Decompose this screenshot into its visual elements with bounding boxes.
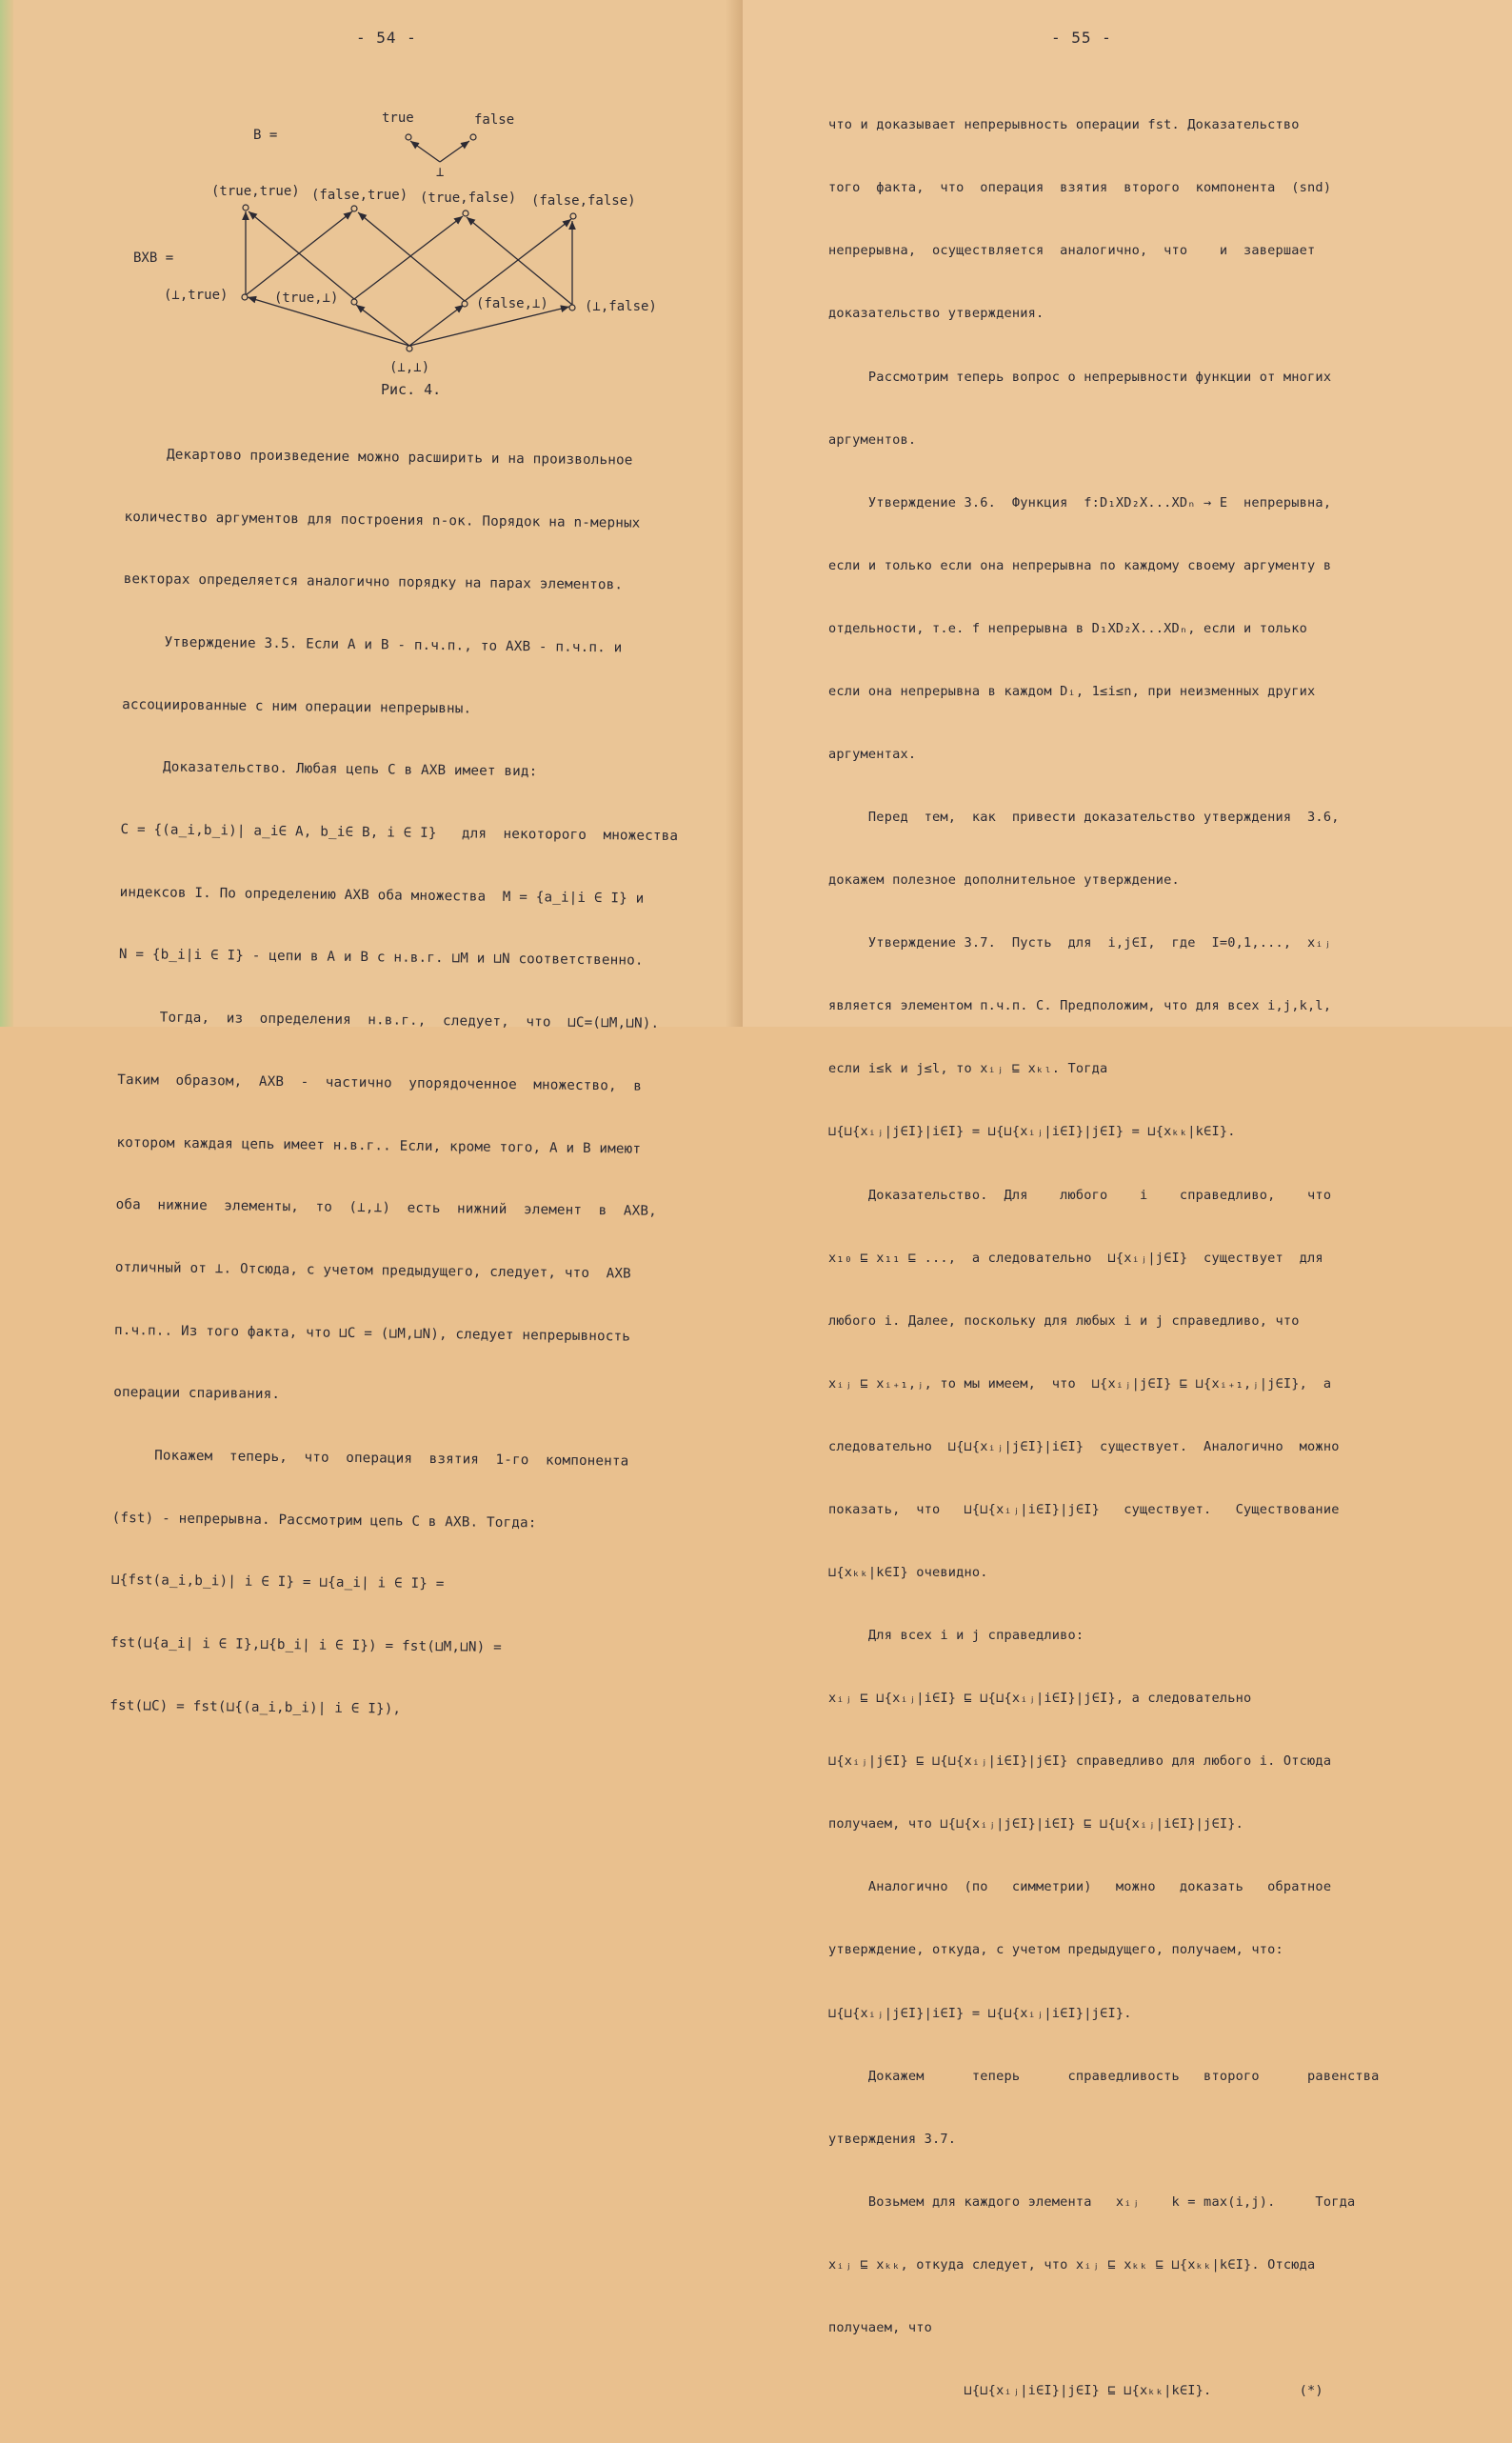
text-line: N = {b_i|i ∈ I} - цепи в A и B с н.в.г. ⊔M и ⊔N соответственно.: [118, 947, 644, 970]
text-line: Перед тем, как привести доказательство утверждения 3.6,: [828, 810, 1340, 826]
node-true-bot: [351, 299, 357, 305]
node-bot-bot: [407, 346, 412, 351]
figure-caption: Рис. 4.: [381, 381, 442, 398]
text-line: xᵢⱼ ⊑ xᵢ₊₁,ⱼ, то мы имеем, что ⊔{xᵢⱼ|j∈I} ⊑ ⊔{xᵢ₊₁,ⱼ|j∈I}, а: [828, 1375, 1332, 1392]
node-true-true: [243, 205, 249, 210]
text-line: Возьмем для каждого элемента xᵢⱼ k = max(i,j). Тогда: [828, 2193, 1356, 2210]
text-line: ⊔{xᵢⱼ|j∈I} ⊑ ⊔{⊔{xᵢⱼ|i∈I}|j∈I} справедливо для любого i. Отсюда: [828, 1753, 1332, 1770]
text-line: xᵢⱼ ⊑ xₖₖ, откуда следует, что xᵢⱼ ⊑ xₖₖ ⊑ ⊔{xₖₖ|k∈I}. Отсюда: [828, 2256, 1316, 2273]
edge-bb-bfalse: [409, 307, 569, 346]
text-line: если она непрерывна в каждом Dᵢ, 1≤i≤n, при неизменных других: [828, 683, 1316, 699]
text-line: отдельности, т.е. f непрерывна в D₁XD₂X...XDₙ, если и только: [828, 620, 1308, 636]
text-line: ⊔{⊔{xᵢⱼ|i∈I}|j∈I} ⊑ ⊔{xₖₖ|k∈I}. (*): [828, 2383, 1323, 2398]
text-line: Доказательство. Для любого i справедливо, что: [828, 1187, 1332, 1203]
text-line: ⊔{⊔{xᵢⱼ|j∈I}|i∈I} = ⊔{⊔{xᵢⱼ|i∈I}|j∈I}.: [828, 2005, 1132, 2021]
text-line: векторах определяется аналогично порядку на парах элементов.: [123, 571, 624, 593]
label-pair-true-false: (true,false): [420, 190, 517, 206]
edge-falseb-ft: [358, 212, 465, 301]
text-line: xᵢⱼ ⊑ ⊔{xᵢⱼ|i∈I} ⊑ ⊔{⊔{xᵢⱼ|i∈I}|j∈I}, а следовательно: [828, 1691, 1252, 1707]
text-line: котором каждая цепь имеет н.в.г.. Если, кроме того, A и B имеют: [116, 1134, 642, 1157]
edge-bb-trueb: [356, 305, 409, 346]
text-line: Покажем теперь, что операция взятия 1-го компонента: [112, 1447, 629, 1470]
text-line: п.ч.п.. Из того факта, что ⊔C = (⊔M,⊔N), следует непрерывность: [114, 1322, 631, 1345]
text-line: x₁₀ ⊑ x₁₁ ⊑ ..., а следовательно ⊔{xᵢⱼ|j∈I} существует для: [828, 1250, 1323, 1266]
text-line: Таким образом, AXB - частично упорядоченное множество, в: [117, 1071, 643, 1094]
b-label: B =: [253, 128, 278, 143]
text-line: утверждение, откуда, с учетом предыдущего, получаем, что:: [828, 1942, 1283, 1958]
text-line: индексов I. По определению AXB оба множества M = {a_i|i ∈ I} и: [119, 884, 645, 907]
text-line: ⊔{xₖₖ|k∈I} очевидно.: [828, 1564, 988, 1580]
node-false: [470, 134, 476, 140]
text-line: Докажем теперь справедливость второго равенства: [828, 2068, 1380, 2084]
text-line: получаем, что ⊔{⊔{xᵢⱼ|j∈I}|i∈I} ⊑ ⊔{⊔{xᵢⱼ|i∈I}|j∈I}.: [828, 1816, 1243, 1832]
text-line: fst(⊔C) = fst(⊔{(a_i,b_i)| i ∈ I}),: [109, 1697, 402, 1717]
text-line: Декартово произведение можно расширить и на произвольное: [125, 446, 633, 469]
text-line: любого i. Далее, поскольку для любых i и j справедливо, что: [828, 1312, 1300, 1329]
text-line: ⊔{fst(a_i,b_i)| i ∈ I} = ⊔{a_i| i ∈ I} =: [110, 1572, 445, 1592]
text-line: операции спаривания.: [113, 1385, 281, 1403]
text-line: Утверждение 3.6. Функция f:D₁XD₂X...XDₙ → E непрерывна,: [828, 494, 1332, 511]
text-line: Доказательство. Любая цепь C в AXB имеет вид:: [121, 759, 538, 780]
text-line: Для всех i и j справедливо:: [828, 1628, 1084, 1644]
text-line: является элементом п.ч.п. C. Предположим, что для всех i,j,k,l,: [828, 998, 1332, 1014]
left-page: [0, 0, 743, 1717]
label-pair-bot-true: (⊥,true): [164, 288, 229, 303]
edge-trueb-tt: [249, 211, 354, 299]
page-number-right: - 55 -: [1051, 29, 1112, 47]
node-true-false: [463, 210, 468, 216]
text-line: Рассмотрим теперь вопрос о непрерывности функции от многих: [828, 369, 1332, 385]
label-bottom: ⊥: [436, 165, 445, 180]
node-false-false: [570, 213, 576, 219]
label-pair-false-bot: (false,⊥): [476, 296, 548, 311]
text-line: докажем полезное дополнительное утверждение.: [828, 872, 1180, 889]
label-pair-bot-bot: (⊥,⊥): [389, 360, 430, 375]
text-line: что и доказывает непрерывность операции fst. Доказательство: [828, 117, 1300, 133]
text-line: отличный от ⊥. Отсюда, с учетом предыдущего, следует, что AXB: [114, 1259, 631, 1282]
label-pair-false-true: (false,true): [311, 188, 408, 203]
text-line: оба нижние элементы, то (⊥,⊥) есть нижний элемент в AXB,: [115, 1197, 657, 1220]
bxb-label: BXB =: [133, 250, 174, 266]
page-number-left: - 54 -: [356, 29, 417, 47]
label-pair-false-false: (false,false): [531, 193, 636, 209]
edge-bottom-true: [410, 141, 440, 162]
text-line: если i≤k и j≤l, то xᵢⱼ ⊑ xₖₗ. Тогда: [828, 1061, 1108, 1077]
node-false-bot: [462, 301, 468, 307]
text-line: доказательство утверждения.: [828, 306, 1044, 322]
text-line: непрерывна, осуществляется аналогично, что и завершает: [828, 243, 1316, 259]
text-line: аргументов.: [828, 431, 917, 448]
text-line: того факта, что операция взятия второго компонента (snd): [828, 180, 1332, 196]
text-line: аргументах.: [828, 746, 917, 762]
node-true: [406, 134, 411, 140]
text-line: ассоциированные с ним операции непрерывны.: [122, 696, 472, 717]
text-line: C = {(a_i,b_i)| a_i∈ A, b_i∈ B, i ∈ I} для некоторого множества: [120, 821, 679, 845]
text-line: следовательно ⊔{⊔{xᵢⱼ|j∈I}|i∈I} существует. Аналогично можно: [828, 1438, 1340, 1454]
text-line: показать, что ⊔{⊔{xᵢⱼ|i∈I}|j∈I} существует. Существование: [828, 1501, 1340, 1517]
label-pair-bot-false: (⊥,false): [585, 299, 657, 314]
text-line: ⊔{⊔{xᵢⱼ|j∈I}|i∈I} = ⊔{⊔{xᵢⱼ|i∈I}|j∈I} = ⊔{xₖₖ|k∈I}.: [828, 1124, 1236, 1140]
node-bot-false: [569, 305, 575, 310]
text-line: количество аргументов для построения n-ок. Порядок на n-мерных: [124, 509, 641, 531]
text-line: утверждения 3.7.: [828, 2131, 957, 2147]
label-pair-true-bot: (true,⊥): [274, 290, 339, 306]
text-line: если и только если она непрерывна по каждому своему аргументу в: [828, 557, 1332, 573]
right-page-text: [828, 72, 1380, 2443]
text-line: Аналогично (по симметрии) можно доказать обратное: [828, 1879, 1332, 1895]
edge-bottom-false: [440, 141, 469, 162]
text-line: Утверждение 3.7. Пусть для i,j∈I, где I=0,1,..., xᵢⱼ: [828, 935, 1332, 951]
text-line: получаем, что: [828, 2319, 932, 2335]
label-false: false: [474, 112, 515, 128]
node-false-true: [351, 206, 357, 211]
label-true: true: [382, 110, 414, 126]
text-line: (fst) - непрерывна. Рассмотрим цепь C в AXB. Тогда:: [111, 1510, 537, 1532]
left-page-text: [109, 403, 684, 1766]
text-line: fst(⊔{a_i| i ∈ I},⊔{b_i| i ∈ I}) = fst(⊔M,⊔N) =: [109, 1635, 503, 1656]
text-line: Тогда, из определения н.в.г., следует, что ⊔C=(⊔M,⊔N).: [118, 1010, 660, 1032]
label-pair-true-true: (true,true): [211, 184, 300, 199]
text-line: Утверждение 3.5. Если A и B - п.ч.п., то AXB - п.ч.п. и: [122, 633, 623, 656]
node-bot-true: [242, 294, 248, 300]
right-page: [743, 0, 1512, 2398]
